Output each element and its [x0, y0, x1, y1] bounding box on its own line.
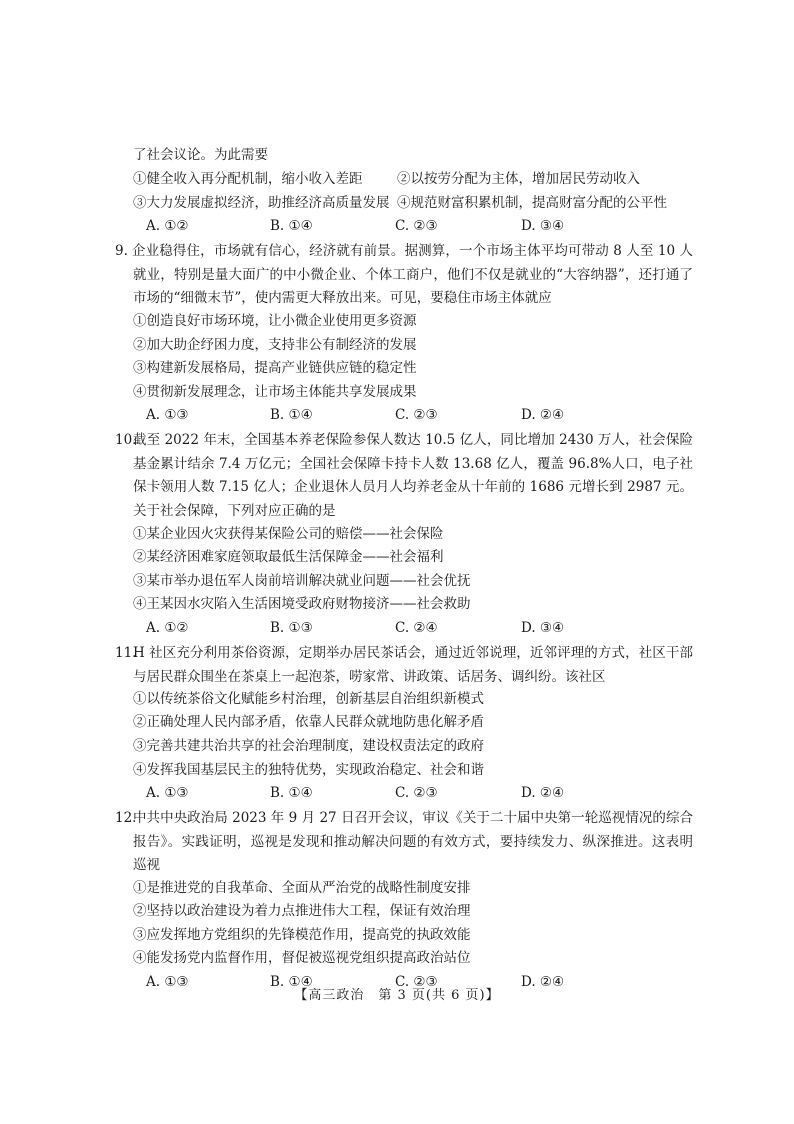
q11-option-d: D. ②④ [521, 785, 565, 801]
q10-option-c: C. ②④ [395, 620, 438, 636]
q11-number: 11. [115, 645, 137, 661]
q11-option-b: B. ①④ [270, 785, 313, 801]
q8-option-a: A. ①② [146, 218, 189, 234]
q9-item-3: ③构建新发展格局，提高产业链供应链的稳定性 [133, 360, 417, 376]
q12-item-3: ③应发挥地方党组织的先锋模范作用，提高党的执政效能 [133, 927, 471, 943]
q10-item-2: ②某经济困难家庭领取最低生活保障金——社会福利 [133, 549, 444, 565]
q8-option-b: B. ①④ [270, 218, 313, 234]
q9-item-2: ②加大助企纾困力度，支持非公有制经济的发展 [133, 337, 417, 353]
q12-option-c: C. ②③ [395, 974, 438, 990]
q8-item-1: ①健全收入再分配机制，缩小收入差距 [133, 171, 363, 187]
q11-stem: H 社区充分利用茶俗资源，定期举办居民茶话会，通过近邻说理，近邻评理的方式，社区干部与居民群众围坐在茶桌上一起泡茶，唠家常、讲政策、话居务、调纠纷。该社区 [133, 645, 693, 685]
q9-stem: 企业稳得住，市场就有信心，经济就有前景。据测算，一个市场主体平均可带动 8 人至 10 人就业，特别是量大面广的中小微企业、个体工商户，他们不仅是就业的“大容纳器”，还打通了市场的“细微末节”，使内需更大释放出来。可见，要稳住市场主体就应 [132, 243, 693, 306]
q8-item-4: ④规范财富积累机制，提高财富分配的公平性 [397, 195, 667, 211]
q11-item-3: ③完善共建共治共享的社会治理制度，建设权责法定的政府 [133, 738, 484, 754]
q11-option-a: A. ①③ [146, 785, 189, 801]
q11-option-c: C. ②③ [395, 785, 438, 801]
q8-item-3: ③大力发展虚拟经济，助推经济高质量发展 [133, 195, 390, 211]
q12-option-b: B. ①④ [270, 974, 313, 990]
q8-stem-continuation: 了社会议论。为此需要 [133, 147, 268, 163]
q8-item-2: ②以按劳分配为主体，增加居民劳动收入 [397, 171, 640, 187]
q12-option-a: A. ①③ [146, 974, 189, 990]
page-footer: 【高三政治 第 3 页(共 6 页)】 [294, 988, 500, 1003]
q10-stem: 截至 2022 年末，全国基本养老保险参保人数达 10.5 亿人，同比增加 2430 万人，社会保险基金累计结余 7.4 万亿元；全国社会保障卡持卡人数 13.68 亿人，覆盖 96.8%人口，电子社保卡领用人数 7.15 亿人；企业退休人员月人均养老金从十年前的 1686 元增长到 2987 元。关于社会保障，下列对应正确的是 [133, 432, 693, 519]
q11-item-2: ②正确处理人民内部矛盾，依靠人民群众就地防患化解矛盾 [133, 714, 484, 730]
q11-item-1: ①以传统茶俗文化赋能乡村治理，创新基层自治组织新模式 [133, 691, 484, 707]
q10-option-b: B. ①③ [270, 620, 313, 636]
q8-option-c: C. ②③ [395, 218, 438, 234]
q9-item-1: ①创造良好市场环境，让小微企业使用更多资源 [133, 313, 417, 329]
q12-stem: 中共中央政治局 2023 年 9 月 27 日召开会议，审议《关于二十届中央第一轮巡视情况的综合报告》。实践证明，巡视是发现和推动解决问题的有效方式，要持续发力、纵深推进。这表明巡视 [133, 810, 693, 873]
q12-item-4: ④能发扬党内监督作用，督促被巡视党组织提高政治站位 [133, 950, 471, 966]
q10-option-a: A. ①② [146, 620, 189, 636]
q10-item-1: ①某企业因火灾获得某保险公司的赔偿——社会保险 [133, 526, 444, 542]
q9-option-c: C. ②③ [395, 407, 438, 423]
q11-item-4: ④发挥我国基层民主的独特优势，实现政治稳定、社会和谐 [133, 762, 484, 778]
q9-number: 9. [115, 243, 128, 259]
q12-item-2: ②坚持以政治建设为着力点推进伟大工程，保证有效治理 [133, 903, 471, 919]
q12-number: 12. [115, 810, 137, 826]
q8-option-d: D. ③④ [521, 218, 565, 234]
q10-option-d: D. ③④ [521, 620, 565, 636]
q10-item-3: ③某市举办退伍军人岗前培训解决就业问题——社会优抚 [133, 573, 471, 589]
q9-option-d: D. ②④ [521, 407, 565, 423]
q9-option-b: B. ①④ [270, 407, 313, 423]
q12-option-d: D. ②④ [521, 974, 565, 990]
q9-item-4: ④贯彻新发展理念，让市场主体能共享发展成果 [133, 384, 417, 400]
q12-item-1: ①是推进党的自我革命、全面从严治党的战略性制度安排 [133, 880, 471, 896]
q10-number: 10. [115, 432, 137, 448]
q10-item-4: ④王某因水灾陷入生活困境受政府财物接济——社会救助 [133, 596, 471, 612]
q9-option-a: A. ①③ [146, 407, 189, 423]
